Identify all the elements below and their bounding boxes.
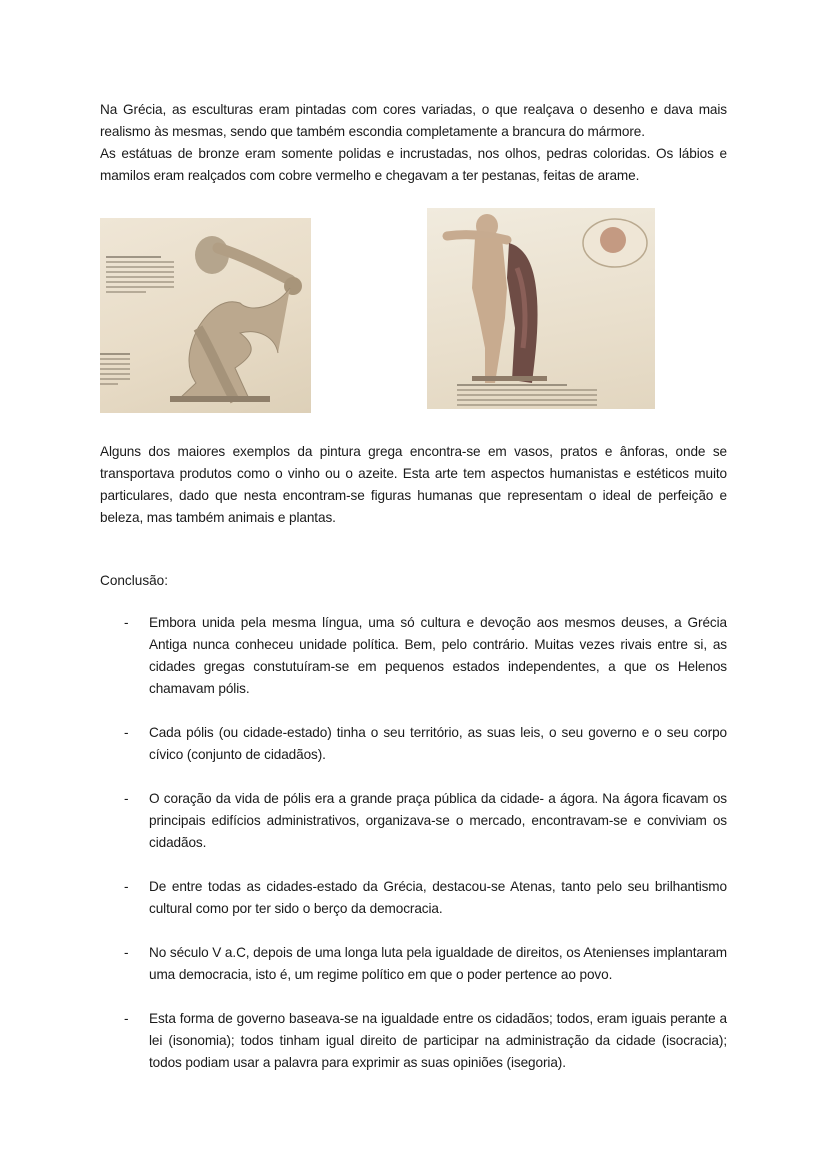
sculpture-paragraph	[100, 99, 727, 187]
sculpture-painting-text: Na Grécia, as esculturas eram pintadas com cores variadas, o que realçava o desenho e dava mais realismo às mesmas, sendo que também escondia completamente a brancura do mármore.	[100, 102, 727, 139]
discobolus-figure-icon	[100, 218, 311, 413]
bullet-dash: -	[124, 879, 129, 894]
conclusion-heading: Conclusão:	[100, 573, 169, 588]
greek-painting-paragraph	[100, 441, 727, 529]
bullet-dash: -	[124, 725, 129, 740]
bullet-dash: -	[124, 1011, 129, 1026]
hermes-figure-icon	[427, 208, 655, 409]
bullet-dash: -	[124, 791, 129, 806]
bullet-dash: -	[124, 945, 129, 960]
conclusion-item-text: No século V a.C, depois de uma longa luta pela igualdade de direitos, os Atenienses implantaram uma democracia, isto é, um regime político em que o poder pertence ao povo.	[149, 945, 727, 982]
bullet-dash: -	[124, 615, 129, 630]
conclusion-item	[100, 1008, 727, 1074]
conclusion-item-text: Embora unida pela mesma língua, uma só cultura e devoção aos mesmos deuses, a Grécia Antiga nunca conheceu unidade política. Bem, pelo contrário. Muitas vezes rivais entre si, as cidades gregas constutuíram-se em pequenos estados independentes, a que os Helenos chamavam pólis.	[149, 615, 727, 696]
bronze-statues-text: As estátuas de bronze eram somente polidas e incrustadas, nos olhos, pedras coloridas. Os lábios e mamilos eram realçados com cobre vermelho e chegavam a ter pestanas, feitas de arame.	[100, 146, 727, 183]
conclusion-item	[100, 722, 727, 766]
conclusion-list	[100, 612, 727, 1074]
conclusion-item-text: O coração da vida de pólis era a grande praça pública da cidade- a ágora. Na ágora ficavam os principais edifícios administrativos, organizava-se o mercado, encontravam-se e conviviam os cidadãos.	[149, 791, 727, 850]
conclusion-item	[100, 876, 727, 920]
discobolus-photo	[100, 218, 311, 413]
conclusion-item-text: De entre todas as cidades-estado da Grécia, destacou-se Atenas, tanto pelo seu brilhantismo cultural como por ter sido o berço da democracia.	[149, 879, 727, 916]
conclusion-item-text: Cada pólis (ou cidade-estado) tinha o seu território, as suas leis, o seu governo e o seu corpo cívico (conjunto de cidadãos).	[149, 725, 727, 762]
conclusion-item-text: Esta forma de governo baseava-se na igualdade entre os cidadãos; todos, eram iguais perante a lei (isonomia); todos tinham igual direito de participar na administração da cidade (isocracia); todos podiam usar a palavra para exprimir as suas opiniões (isegoria).	[149, 1011, 727, 1070]
greek-painting-text: Alguns dos maiores exemplos da pintura grega encontra-se em vasos, pratos e ânforas, onde se transportava produtos como o vinho ou o azeite. Esta arte tem aspectos humanistas e estéticos muito particulares, dado que nesta encontram-se figuras humanas que representam o ideal de perfeição e beleza, mas também animais e plantas.	[100, 444, 727, 525]
conclusion-item	[100, 942, 727, 986]
conclusion-item	[100, 612, 727, 700]
hermes-dionysus-photo	[427, 208, 655, 409]
conclusion-item	[100, 788, 727, 854]
photo-caption-blurred	[457, 384, 597, 409]
